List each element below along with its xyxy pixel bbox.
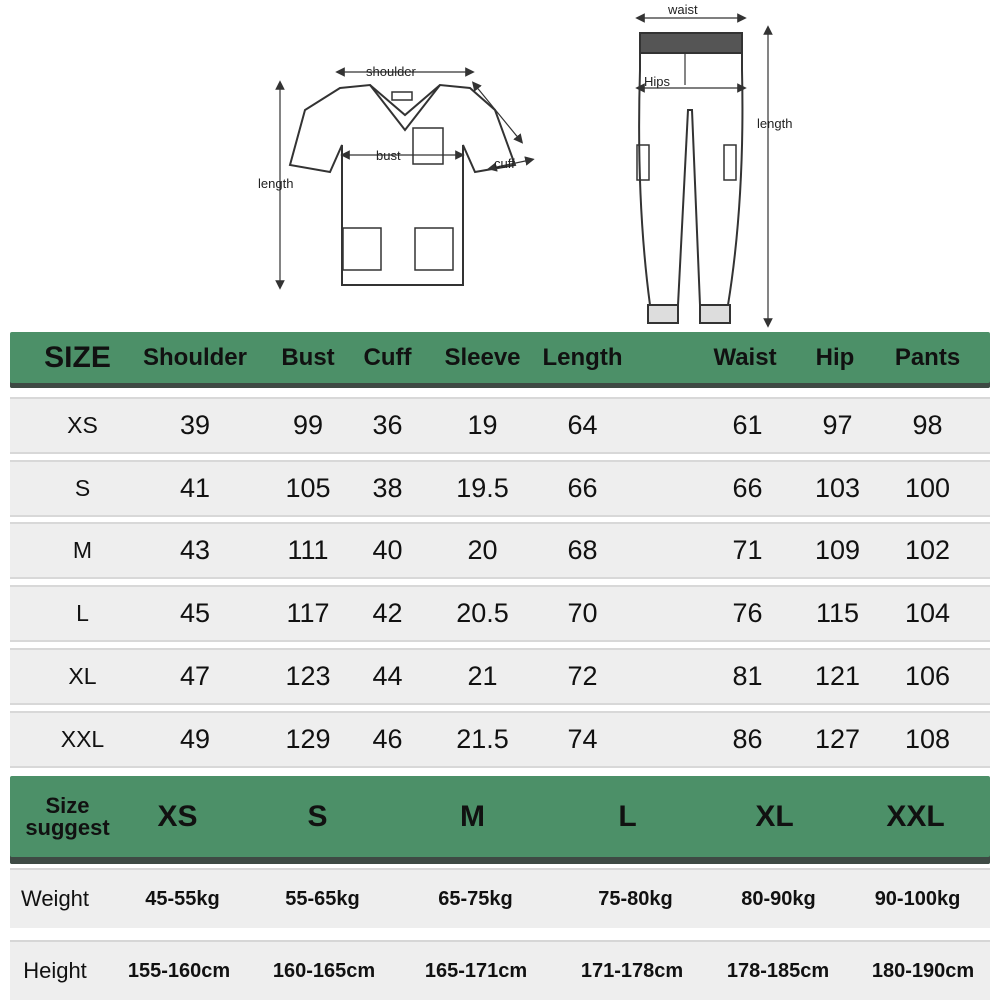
table-cell: 49 — [179, 724, 211, 754]
weight-value: 45-55kg — [145, 887, 220, 910]
table-cell: 111 — [287, 535, 329, 565]
table-cell: 72 — [567, 661, 598, 691]
header-bust: Bust — [281, 344, 335, 371]
table-row — [10, 460, 990, 517]
table-cell: 45 — [179, 598, 211, 628]
table-cell: 81 — [732, 661, 763, 691]
table-cell: 109 — [814, 535, 861, 565]
table-row — [10, 585, 990, 642]
header-shoulder: Shoulder — [142, 344, 247, 371]
pants-waist-label: waist — [668, 2, 698, 17]
table-cell: 86 — [732, 724, 763, 754]
row-size-cell: S — [74, 475, 91, 501]
table-cell: 108 — [904, 724, 951, 754]
header-hip: Hip — [815, 344, 855, 371]
table-cell: 117 — [286, 598, 330, 628]
table-cell: 40 — [372, 535, 403, 565]
row-size-cell: XS — [67, 412, 98, 438]
weight-value: 75-80kg — [598, 887, 673, 910]
height-value: 178-185cm — [726, 959, 830, 982]
height-row — [10, 940, 990, 1000]
header-size: SIZE — [44, 341, 111, 374]
table-cell: 71 — [732, 535, 763, 565]
table-cell: 105 — [285, 473, 331, 503]
table-cell: 74 — [567, 724, 598, 754]
table-cell: 129 — [285, 724, 331, 754]
table-cell: 98 — [912, 410, 943, 440]
height-value: 171-178cm — [580, 959, 684, 982]
shirt-cuff-label: cuff — [494, 156, 515, 171]
table-cell: 61 — [732, 410, 763, 440]
suggest-size-s: S — [307, 800, 328, 833]
weight-value: 80-90kg — [741, 887, 816, 910]
table-cell: 66 — [567, 473, 598, 503]
table-cell: 43 — [179, 535, 211, 565]
table-cell: 39 — [179, 410, 211, 440]
table-cell: 97 — [822, 410, 853, 440]
weight-value: 90-100kg — [874, 887, 961, 910]
table-cell: 64 — [567, 410, 598, 440]
table-cell: 104 — [904, 598, 951, 628]
table-cell: 100 — [904, 473, 951, 503]
weight-row — [10, 868, 990, 928]
row-size-cell: L — [76, 600, 89, 626]
height-label: Height — [23, 958, 87, 983]
table-cell: 44 — [372, 661, 403, 691]
pants-length-label: length — [757, 116, 793, 131]
table-row — [10, 711, 990, 768]
table-cell: 121 — [814, 661, 861, 691]
shirt-length-label: length — [258, 176, 294, 191]
suggest-size-xl: XL — [755, 800, 794, 833]
weight-value: 65-75kg — [438, 887, 513, 910]
header-sleeve: Sleeve — [444, 344, 521, 371]
pants-hips-label: Hips — [644, 74, 671, 89]
table-cell: 19 — [467, 410, 498, 440]
shirt-shoulder-label: shoulder — [366, 64, 416, 79]
height-value: 155-160cm — [127, 959, 231, 982]
suggest-size-xxl: XXL — [886, 800, 945, 833]
header-length: Length — [542, 344, 623, 371]
size-suggest-header — [10, 776, 990, 864]
table-cell: 21.5 — [456, 724, 509, 754]
header-pants: Pants — [894, 344, 961, 371]
table-cell: 41 — [179, 473, 211, 503]
table-cell: 46 — [372, 724, 403, 754]
table-cell: 115 — [815, 598, 860, 628]
table-cell: 66 — [732, 473, 763, 503]
table-cell: 103 — [814, 473, 861, 503]
table-cell: 42 — [372, 598, 403, 628]
table-cell: 102 — [904, 535, 951, 565]
size-table-header — [10, 332, 990, 388]
table-cell: 21 — [467, 661, 498, 691]
header-waist: Waist — [713, 344, 777, 371]
table-cell: 70 — [567, 598, 598, 628]
table-cell: 68 — [567, 535, 598, 565]
table-row — [10, 397, 990, 454]
height-value: 160-165cm — [272, 959, 376, 982]
table-cell: 20.5 — [456, 598, 509, 628]
row-size-cell: XL — [68, 663, 97, 689]
table-row — [10, 522, 990, 579]
table-cell: 123 — [285, 661, 331, 691]
header-cuff: Cuff — [363, 344, 412, 371]
row-size-cell: XXL — [60, 726, 105, 752]
table-cell: 76 — [732, 598, 763, 628]
table-cell: 99 — [292, 410, 324, 440]
row-size-cell: M — [72, 537, 93, 563]
table-cell: 36 — [372, 410, 403, 440]
table-cell: 106 — [904, 661, 951, 691]
suggest-size-xs: XS — [157, 800, 198, 833]
height-value: 165-171cm — [424, 959, 528, 982]
table-row — [10, 648, 990, 705]
table-cell: 20 — [467, 535, 498, 565]
table-cell: 19.5 — [456, 473, 509, 503]
size-suggest-label — [15, 776, 120, 858]
table-cell: 47 — [179, 661, 211, 691]
shirt-bust-label: bust — [376, 148, 401, 163]
weight-label: Weight — [20, 886, 90, 911]
garment-diagram — [0, 0, 1000, 330]
size-suggest-label-line2: suggest — [25, 815, 110, 840]
size-suggest-label-line1: Size — [45, 793, 90, 818]
suggest-size-m: M — [460, 800, 485, 833]
height-value: 180-190cm — [871, 959, 975, 982]
scrub-top-drawing — [290, 85, 515, 285]
suggest-size-l: L — [618, 800, 637, 833]
table-cell: 127 — [814, 724, 861, 754]
measurement-illustration — [0, 0, 1000, 330]
weight-value: 55-65kg — [285, 887, 360, 910]
table-cell: 38 — [372, 473, 403, 503]
